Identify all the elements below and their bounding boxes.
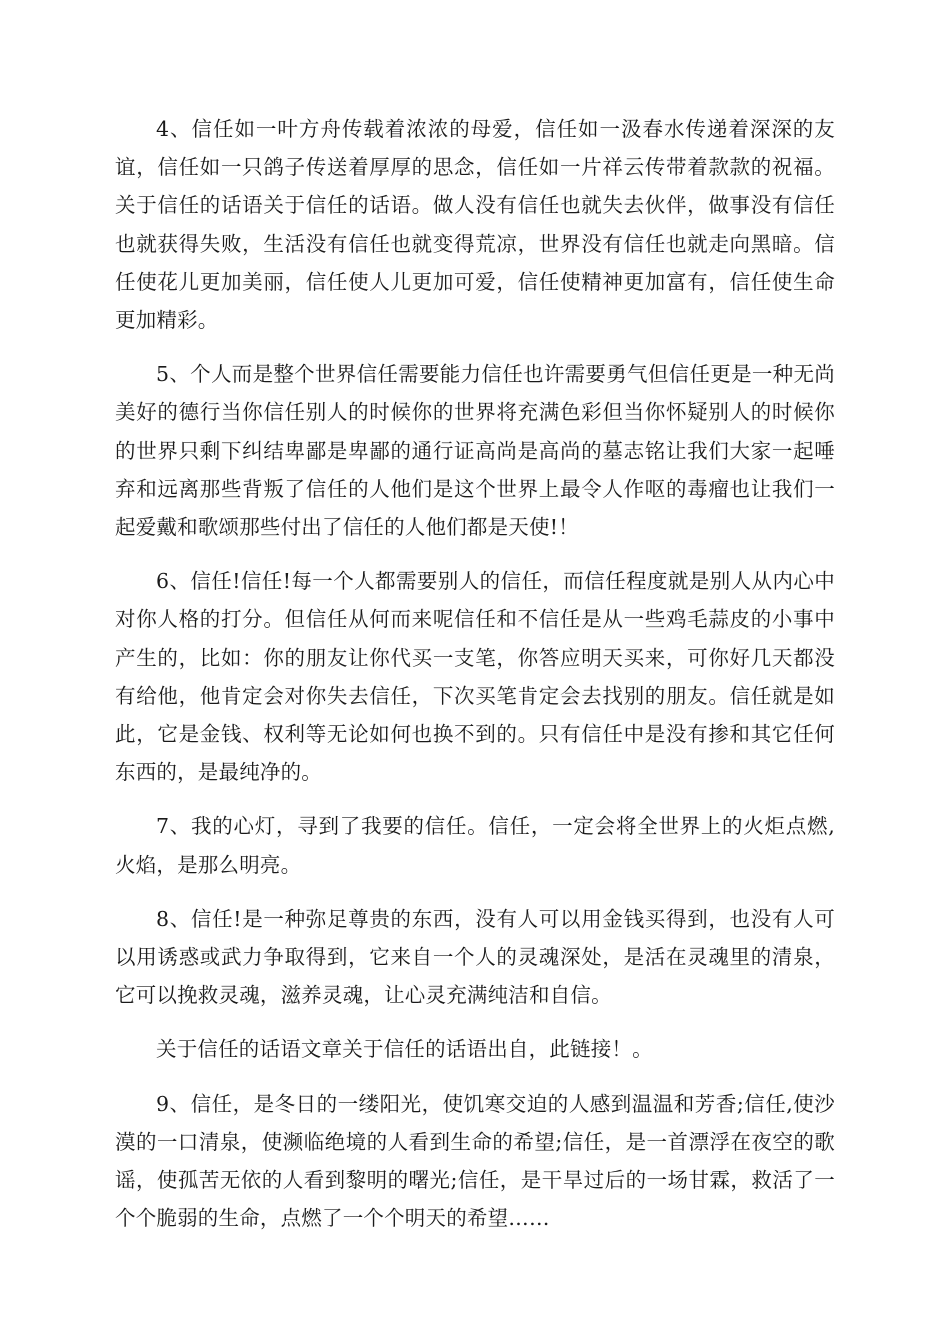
- paragraph-gap: [115, 884, 835, 900]
- document-body: [115, 110, 835, 1237]
- paragraph-8: 8、信任!是一种弥足尊贵的东西，没有人可以用金钱买得到，也没有人可以用诱惑或武力争取得到，它来自一个人的灵魂深处，是活在灵魂里的清泉，它可以挽救灵魂，滋养灵魂，让心灵充满纯洁和自信。: [115, 906, 835, 1008]
- paragraph-gap: [115, 1069, 835, 1085]
- paragraph-gap: [115, 1014, 835, 1030]
- paragraph-5: 5、个人而是整个世界信任需要能力信任也许需要勇气但信任更是一种无尚美好的德行当你信任别人的时候你的世界将充满色彩但当你怀疑别人的时候你的世界只剩下纠结卑鄙是卑鄙的通行证高尚是高尚的墓志铭让我们大家一起唾弃和远离那些背叛了信任的人他们是这个世界上最令人作呕的毒瘤也让我们一起爱戴和歌颂那些付出了信任的人他们都是天使!！: [115, 362, 835, 540]
- paragraph-7: 7、我的心灯，寻到了我要的信任。信任，一定会将全世界上的火炬点燃,火焰，是那么明亮。: [115, 814, 835, 877]
- paragraph-gap: [115, 339, 835, 355]
- paragraph-gap: [115, 546, 835, 562]
- paragraph-4: 4、信任如一叶方舟传载着浓浓的母爱，信任如一汲春水传递着深深的友谊，信任如一只鸽子传送着厚厚的思念，信任如一片祥云传带着款款的祝福。关于信任的话语关于信任的话语。做人没有信任也就失去伙伴，做事没有信任也就获得失败，生活没有信任也就变得荒凉，世界没有信任也就走向黑暗。信任使花儿更加美丽，信任使人儿更加可爱，信任使精神更加富有，信任使生命更加精彩。: [115, 117, 835, 333]
- source-note: 关于信任的话语文章关于信任的话语出自，此链接！。: [156, 1037, 653, 1062]
- paragraph-9: 9、信任，是冬日的一缕阳光，使饥寒交迫的人感到温温和芳香;信任,使沙漠的一口清泉，使濒临绝境的人看到生命的希望;信任，是一首漂浮在夜空的歌谣，使孤苦无依的人看到黎明的曙光;信任，是干旱过后的一场甘霖，救活了一个个脆弱的生命，点燃了一个个明天的希望……: [115, 1091, 835, 1231]
- paragraph-gap: [115, 791, 835, 807]
- paragraph-6: 6、信任!信任!每一个人都需要别人的信任，而信任程度就是别人从内心中对你人格的打分。但信任从何而来呢信任和不信任是从一些鸡毛蒜皮的小事中产生的，比如：你的朋友让你代买一支笔，你答应明天买来，可你好几天都没有给他，他肯定会对你失去信任，下次买笔肯定会去找别的朋友。信任就是如此，它是金钱、权利等无论如何也换不到的。只有信任中是没有掺和其它任何东西的，是最纯净的。: [115, 569, 835, 785]
